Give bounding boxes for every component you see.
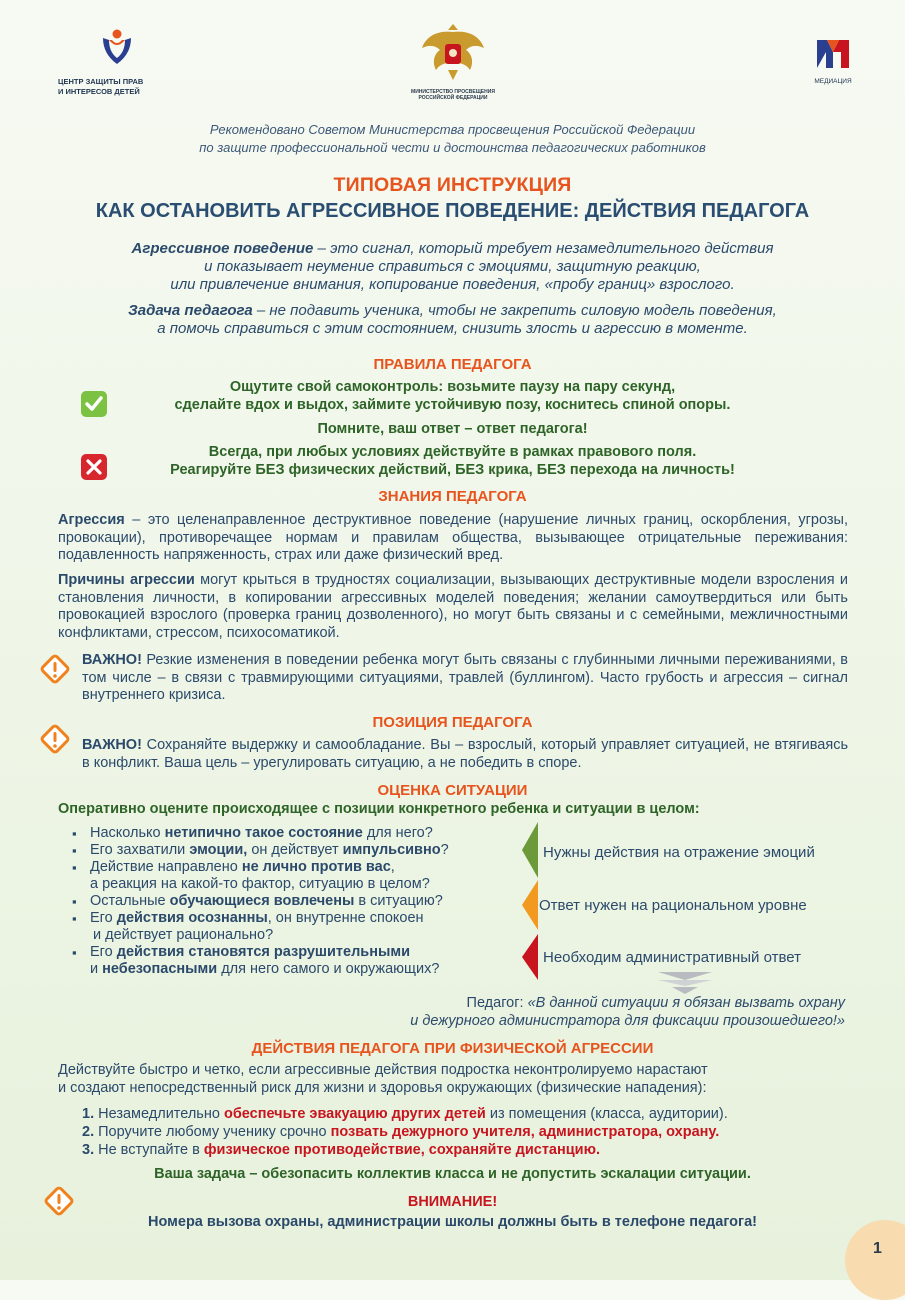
attention-text: Номера вызова охраны, администрации школы должны быть в телефоне педагога! (148, 1214, 757, 1230)
intro-text: или привлечение внимания, копирование поведения, «пробу границ» взрослого. (170, 276, 735, 293)
response-emotional: Нужны действия на отражение эмоций (543, 844, 815, 861)
warning-diamond-icon (40, 724, 70, 754)
logo-caption-line: РОССИЙСКОЙ ФЕДЕРАЦИИ (418, 95, 488, 101)
arrow-down-gray-icon (658, 972, 712, 994)
list-item-continuation: а реакция на какой-то фактор, ситуацию в целом? (90, 876, 430, 892)
quote-text: и дежурного администратора для фиксации произошедшего!» (410, 1013, 845, 1029)
intro-term: Агрессивное поведение (131, 240, 314, 257)
important-label: ВАЖНО! (82, 737, 142, 753)
list-item: ▪ Насколько нетипично такое состояние для него? (72, 825, 532, 842)
knowledge-important-note (82, 652, 848, 705)
quote-prefix: Педагог: (466, 995, 528, 1011)
list-item: ▪ Остальные обучающиеся вовлечены в ситуацию? (72, 893, 532, 910)
step-item: 1. Незамедлительно обеспечьте эвакуацию других детей из помещения (класса, аудитории). (82, 1106, 728, 1122)
knowledge-paragraph-aggression (58, 512, 848, 565)
knowledge-text: могут крыться в трудностях социализации, вызывающих деструктивные модели взросления и становления личности, в копировании агрессивных моделей поведения; желании самоутвердиться или быть провокацией взрослого (проверка границ дозволенного), но могут быть связаны и с семейными, межличностными конфликтами, стрессом, психосоматикой. (58, 572, 849, 641)
logo-mediation (808, 34, 858, 85)
important-label: ВАЖНО! (82, 652, 142, 668)
rule-text: Реагируйте БЕЗ физических действий, БЕЗ крика, БЕЗ перехода на личность! (170, 462, 735, 478)
arrow-left-orange-icon (522, 880, 538, 930)
physical-steps (82, 1105, 862, 1159)
assessment-question-list (72, 825, 532, 978)
recommendation-note (0, 121, 905, 157)
recommendation-line: Рекомендовано Советом Министерства просвещения Российской Федерации (209, 122, 696, 137)
knowledge-text: – это целенаправленное деструктивное поведение (нарушение личных границ, оскорбления, угрозы, провокации), противоречащее нормам и правилам общества, вызывающее отрицательные переживания: подавленность напряженность, страх или даже физический вред. (58, 512, 848, 563)
step-item: 3. Не вступайте в физическое противодействие, сохраняйте дистанцию. (82, 1142, 600, 1158)
intro-paragraph-aggression (0, 240, 905, 294)
child-rights-logo-icon (98, 28, 136, 68)
quote-text: «В данной ситуации я обязан вызвать охрану (527, 995, 845, 1011)
page-number: 1 (873, 1240, 882, 1257)
teacher-quote (380, 994, 845, 1030)
intro-text: – не подавить ученика, чтобы не закрепить силовую модель поведения, (252, 302, 777, 319)
rule-do (0, 378, 905, 414)
response-administrative: Необходим административный ответ (543, 949, 801, 966)
list-item: ▪ Его действия становятся разрушительными (72, 944, 532, 961)
mediation-logo-icon (813, 34, 853, 72)
list-item: ▪ Его действия осознанны, он внутренне спокоен (72, 910, 532, 927)
section-heading-position: ПОЗИЦИЯ ПЕДАГОГА (372, 714, 533, 731)
section-heading-knowledge: ЗНАНИЯ ПЕДАГОГА (378, 488, 527, 505)
response-rational: Ответ нужен на рациональном уровне (539, 897, 807, 914)
intro-text: и показывает неумение справиться с эмоциями, защитную реакцию, (204, 258, 701, 275)
intro-term: Задача педагога (128, 302, 253, 319)
knowledge-term: Агрессия (58, 512, 125, 528)
physical-lead (58, 1062, 858, 1097)
intro-text: – это сигнал, который требует незамедлительного действия (313, 240, 774, 257)
logo-caption-line: ЦЕНТР ЗАЩИТЫ ПРАВ (58, 77, 144, 86)
logo-caption-line: МЕДИАЦИЯ (814, 78, 852, 85)
knowledge-paragraph-causes (58, 572, 848, 642)
list-item: ▪ Его захватили эмоции, он действует импульсивно? (72, 842, 532, 859)
intro-paragraph-task (0, 302, 905, 338)
logo-caption-line: И ИНТЕРЕСОВ ДЕТЕЙ (58, 86, 140, 96)
intro-text: а помочь справиться с этим состоянием, снизить злость и агрессию в моменте. (157, 320, 748, 337)
rule-text: Всегда, при любых условиях действуйте в рамках правового поля. (208, 444, 697, 460)
assessment-lead: Оперативно оцените происходящее с позиции конкретного ребенка и ситуации в целом: (58, 801, 700, 817)
document-main-title: КАК ОСТАНОВИТЬ АГРЕССИВНОЕ ПОВЕДЕНИЕ: ДЕЙСТВИЯ ПЕДАГОГА (95, 200, 810, 222)
important-text: Резкие изменения в поведении ребенка могут быть связаны с глубинными личными переживаниями, в том числе – в связи с травмирующими ситуациями, травлей (буллингом). Часто грубость и агрессия – сигнал внутреннего кризиса. (82, 652, 848, 703)
position-important-note (82, 737, 848, 772)
section-heading-physical: ДЕЙСТВИЯ ПЕДАГОГА ПРИ ФИЗИЧЕСКОЙ АГРЕССИИ (251, 1040, 654, 1057)
list-item-continuation: и небезопасными для него самого и окружающих? (90, 961, 440, 977)
physical-lead-line: Действуйте быстро и четко, если агрессивные действия подростка неконтролируемо нарастают (58, 1062, 708, 1078)
recommendation-line: по защите профессиональной чести и достоинства педагогических работников (199, 140, 706, 155)
logo-ministry (400, 20, 506, 101)
physical-lead-line: и создают непосредственный риск для жизни и здоровья окружающих (физические нападения): (58, 1079, 707, 1096)
arrow-left-red-icon (522, 934, 538, 980)
document-type-title: ТИПОВАЯ ИНСТРУКЦИЯ (333, 174, 572, 196)
section-heading-rules: ПРАВИЛА ПЕДАГОГА (373, 356, 532, 373)
important-text: Сохраняйте выдержку и самообладание. Вы – взрослый, который управляет ситуацией, не втягиваясь в конфликт. Ваша цель – урегулировать ситуацию, а не победить в споре. (82, 737, 848, 771)
step-item: 2. Поручите любому ученику срочно позвать дежурного учителя, администратора, охрану. (82, 1124, 720, 1140)
section-heading-assessment: ОЦЕНКА СИТУАЦИИ (377, 782, 528, 799)
knowledge-term: Причины агрессии (58, 572, 195, 588)
page-number-badge (845, 1220, 905, 1300)
rule-text: Ощутите свой самоконтроль: возьмите паузу на пару секунд, (229, 379, 676, 395)
rule-text: сделайте вдох и выдох, займите устойчивую позу, коснитесь спиной опоры. (174, 397, 731, 413)
list-item-continuation: и действует рационально? (93, 927, 274, 943)
rule-remember: Помните, ваш ответ – ответ педагога! (317, 421, 588, 437)
coat-of-arms-icon (418, 20, 488, 82)
warning-diamond-icon (40, 654, 70, 684)
logo-caption-line: МИНИСТЕРСТВО ПРОСВЕЩЕНИЯ (411, 89, 495, 95)
rule-dont (0, 443, 905, 479)
logo-child-rights-center (52, 28, 182, 97)
attention-label: ВНИМАНИЕ! (407, 1194, 498, 1210)
arrow-left-green-icon (522, 822, 538, 878)
list-item: ▪ Действие направлено не лично против вас, (72, 859, 532, 876)
physical-task: Ваша задача – обезопасить коллектив класса и не допустить эскалации ситуации. (154, 1166, 751, 1182)
